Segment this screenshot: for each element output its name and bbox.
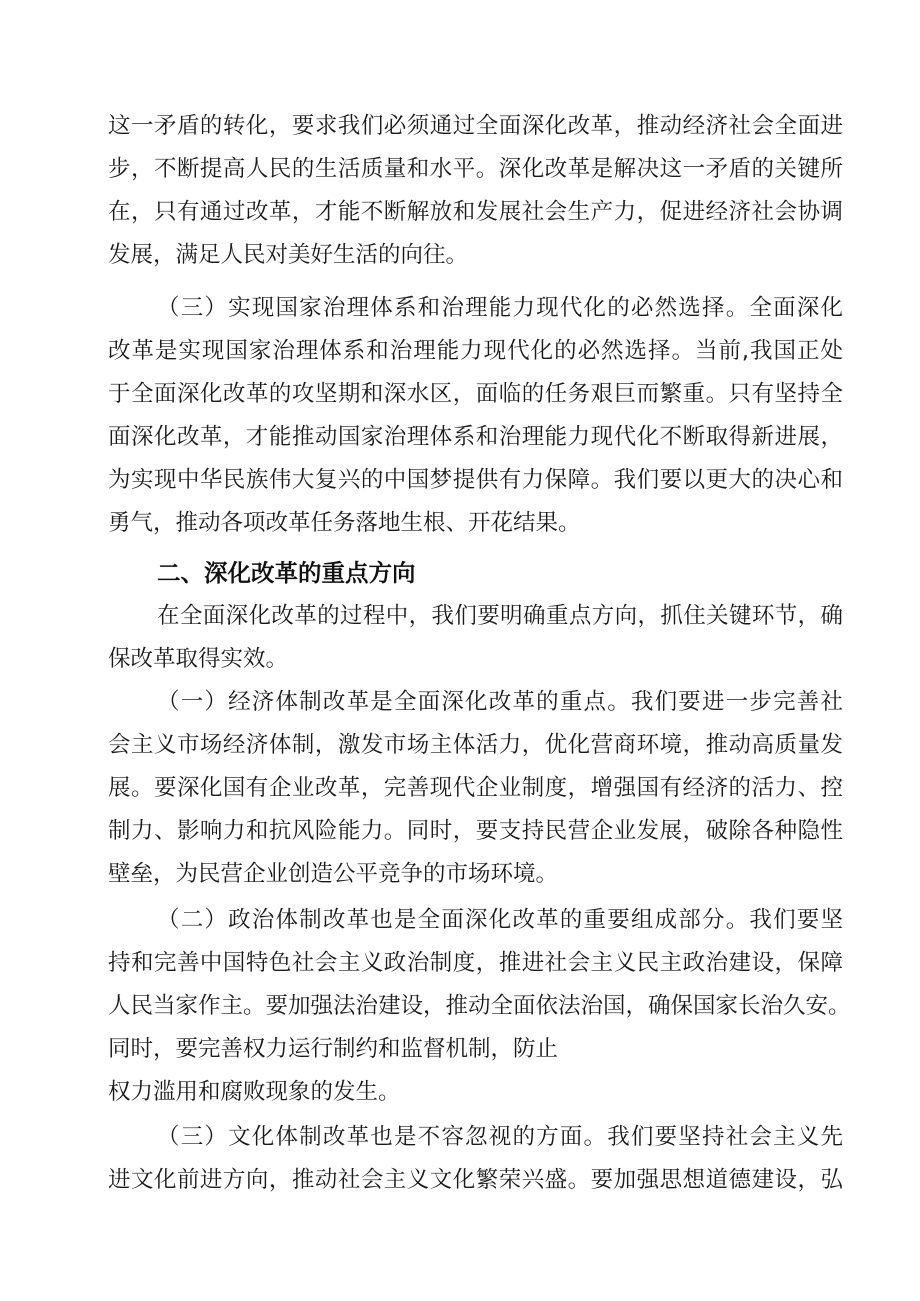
text-line: （三）实现国家治理体系和治理能力现代化的必然选择。全面深化 [157, 295, 843, 321]
text-line: 在，只有通过改革，才能不断解放和发展社会生产力，促进经济社会协调 [108, 199, 843, 225]
text-line: 勇气，推动各项改革任务落地生根、开花结果。 [108, 510, 581, 536]
text-line: 人民当家作主。要加强法治建设，推动全面依法治国，确保国家长治久安。 [108, 993, 851, 1019]
text-line: 于全面深化改革的攻坚期和深水区，面临的任务艰巨而繁重。只有坚持全 [108, 381, 843, 407]
text-line: 改革是实现国家治理体系和治理能力现代化的必然选择。当前,我国正处 [108, 338, 843, 364]
section-heading: 二、深化改革的重点方向 [157, 559, 416, 587]
text-line: （三）文化体制改革也是不容忽视的方面。我们要坚持社会主义先 [157, 1124, 843, 1150]
text-line: 在全面深化改革的过程中，我们要明确重点方向，抓住关键环节，确 [157, 603, 843, 629]
text-line: 制力、影响力和抗风险能力。同时，要支持民营企业发展，破除各种隐性 [108, 818, 843, 844]
text-line: 面深化改革，才能推动国家治理体系和治理能力现代化不断取得新进展， [108, 424, 843, 450]
text-line: 发展，满足人民对美好生活的向往。 [108, 242, 469, 268]
text-line: 同时，要完善权力运行制约和监督机制，防止 [108, 1036, 559, 1062]
text-line: 会主义市场经济体制，激发市场主体活力，优化营商环境，推动高质量发 [108, 732, 843, 758]
text-line: （二）政治体制改革也是全面深化改革的重要组成部分。我们要坚 [157, 907, 843, 933]
text-line: 权力滥用和腐败现象的发生。 [108, 1079, 401, 1105]
text-line: 步，不断提高人民的生活质量和水平。深化改革是解决这一矛盾的关键所 [108, 156, 843, 182]
text-line: 进文化前进方向，推动社会主义文化繁荣兴盛。要加强思想道德建设，弘 [108, 1167, 843, 1193]
text-line: 壁垒，为民营企业创造公平竞争的市场环境。 [108, 861, 559, 887]
text-line: 这一矛盾的转化，要求我们必须通过全面深化改革，推动经济社会全面进 [108, 113, 843, 139]
text-line: 持和完善中国特色社会主义政治制度，推进社会主义民主政治建设，保障 [108, 950, 843, 976]
text-line: （一）经济体制改革是全面深化改革的重点。我们要进一步完善社 [157, 689, 843, 715]
text-line: 展。要深化国有企业改革，完善现代企业制度，增强国有经济的活力、控 [108, 775, 843, 801]
text-line: 保改革取得实效。 [108, 646, 289, 672]
text-line: 为实现中华民族伟大复兴的中国梦提供有力保障。我们要以更大的决心和 [108, 467, 843, 493]
